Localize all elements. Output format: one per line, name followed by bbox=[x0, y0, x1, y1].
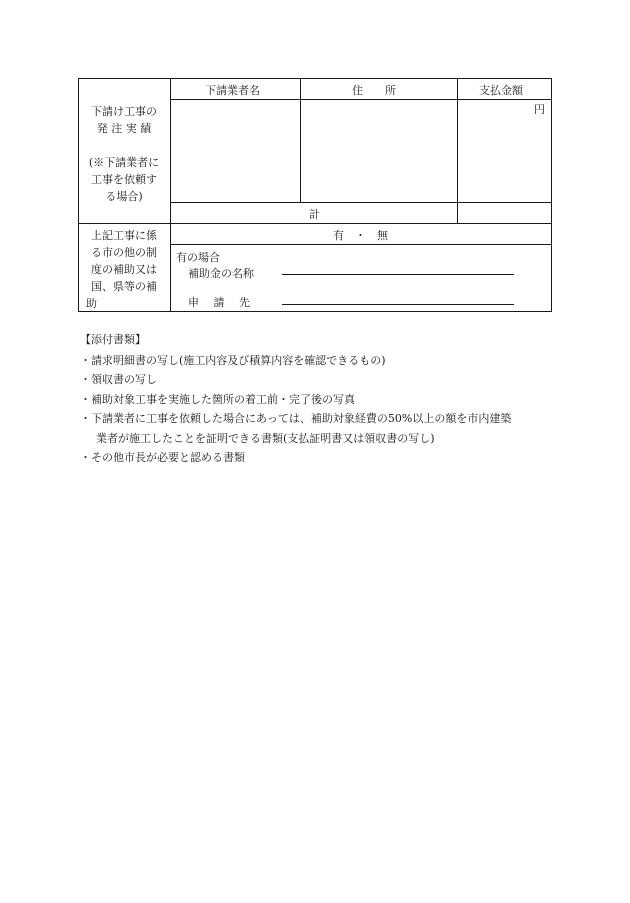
section2-label-line: 助 bbox=[86, 297, 97, 310]
attachment-item: ・領収書の写し bbox=[80, 373, 157, 386]
attachment-item: ・補助対象工事を実施した箇所の着工前・完了後の写真 bbox=[80, 392, 355, 406]
table-border-right bbox=[551, 78, 552, 312]
section1-label-line bbox=[80, 137, 168, 154]
total-row-divider bbox=[170, 202, 552, 203]
attachments-heading: 【添付書類】 bbox=[80, 333, 146, 346]
name-address-divider bbox=[300, 78, 301, 203]
subsidy-name-label: 補助金の名称 bbox=[188, 267, 254, 280]
attachment-item: ・請求明細書の写し(施工内容及び積算内容を確認できるもの) bbox=[80, 353, 386, 367]
attachment-item: ・下請業者に工事を依頼した場合にあっては、補助対象経費の50%以上の額を市内建築 bbox=[80, 412, 512, 425]
label-column-divider bbox=[170, 78, 171, 312]
header-subcontractor-name: 下請業者名 bbox=[205, 84, 260, 97]
section2-label-line: 国、県等の補 bbox=[91, 280, 157, 293]
section1-label-line: 工事を依頼す bbox=[91, 173, 157, 186]
attachment-item: ・その他市長が必要と認める書類 bbox=[80, 451, 245, 464]
table-border-left bbox=[78, 78, 79, 312]
yes-no-option: 有 ・ 無 bbox=[333, 229, 388, 242]
yen-unit: 円 bbox=[534, 103, 545, 116]
section2-label-line: 上記工事に係 bbox=[91, 229, 157, 242]
yes-no-row-divider bbox=[170, 244, 552, 245]
total-label: 計 bbox=[309, 208, 320, 221]
header-row-divider bbox=[170, 99, 552, 100]
table-border-top bbox=[78, 78, 552, 79]
header-payment-amount: 支払金額 bbox=[479, 84, 523, 97]
section1-label-line: (※下請業者に bbox=[88, 156, 160, 169]
attachment-item-continuation: 業者が施工したことを証明できる書類(支払証明書又は領収書の写し) bbox=[96, 431, 435, 445]
section2-label-line: 度の補助又は bbox=[91, 263, 157, 276]
subsidy-name-field[interactable] bbox=[282, 274, 514, 275]
header-address: 住 所 bbox=[352, 84, 396, 97]
section1-label-line: 下請け工事の bbox=[91, 105, 157, 118]
if-yes-label: 有の場合 bbox=[176, 251, 220, 264]
applied-to-field[interactable] bbox=[282, 304, 514, 305]
attachments-section bbox=[70, 330, 580, 468]
applied-to-label: 申 請 先 bbox=[188, 296, 250, 309]
section1-label-line: る場合) bbox=[105, 190, 143, 203]
section1-label-line: 発 注 実 績 bbox=[96, 122, 152, 135]
section2-label bbox=[80, 227, 168, 312]
section2-label-line: る市の他の制 bbox=[91, 246, 157, 259]
section1-label bbox=[80, 103, 168, 205]
section-divider bbox=[78, 223, 552, 224]
